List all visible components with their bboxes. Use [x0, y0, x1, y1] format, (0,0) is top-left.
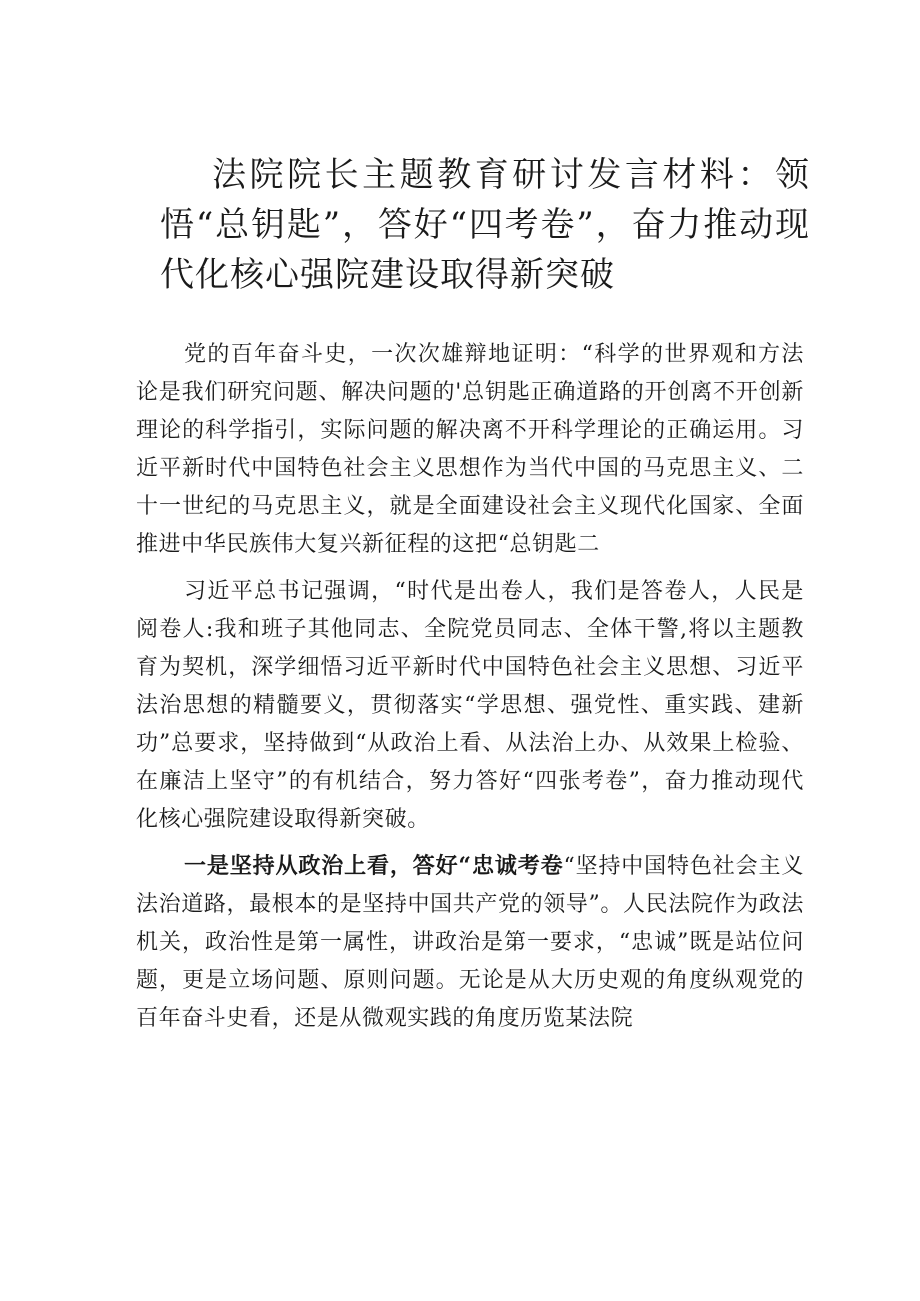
paragraph-text: 习近平总书记强调，“时代是出卷人，我们是答卷人，人民是阅卷人:我和班子其他同志、全院党员同志、全体干警,将以主题教育为契机，深学细悟习近平新时代中国特色社会主义思想、习近平法治思想的精髓要义，贯彻落实“学思想、强党性、重实践、建新功”总要求，坚持做到“从政治上看、从法治上办、从效果上检验、在廉洁上坚守”的有机结合，努力答好“四张考卷”，奋力推动现代化核心强院建设取得新突破。 — [136, 579, 804, 832]
paragraph-lead: 一是坚持从政治上看，答好“忠诚考卷 — [184, 853, 564, 879]
paragraph-3 — [136, 847, 804, 1038]
document-body — [136, 335, 804, 1046]
paragraph-2 — [136, 572, 804, 839]
paragraph-text: “坚持中国特色社会主义法治道路，最根本的是坚持中国共产党的领导”。人民法院作为政法机关，政治性是第一属性，讲政治是第一要求，“忠诚”既是站位问题，更是立场问题、原则问题。无论是从大历史观的角度纵观党的百年奋斗史看，还是从微观实践的角度历览某法院 — [136, 854, 804, 1031]
document-title: 法院院长主题教育研讨发言材料：领悟“总钥匙”，答好“四考卷”，奋力推动现代化核心强院建设取得新突破 — [160, 155, 810, 295]
paragraph-1 — [136, 335, 804, 564]
paragraph-text: 党的百年奋斗史，一次次雄辩地证明：“科学的世界观和方法论是我们研究问题、解决问题的'总钥匙正确道路的开创离不开创新理论的科学指引，实际问题的解决离不开科学理论的正确运用。习近平新时代中国特色社会主义思想作为当代中国的马克思主义、二十一世纪的马克思主义，就是全面建设社会主义现代化国家、全面推进中华民族伟大复兴新征程的这把“总钥匙二 — [136, 342, 804, 557]
